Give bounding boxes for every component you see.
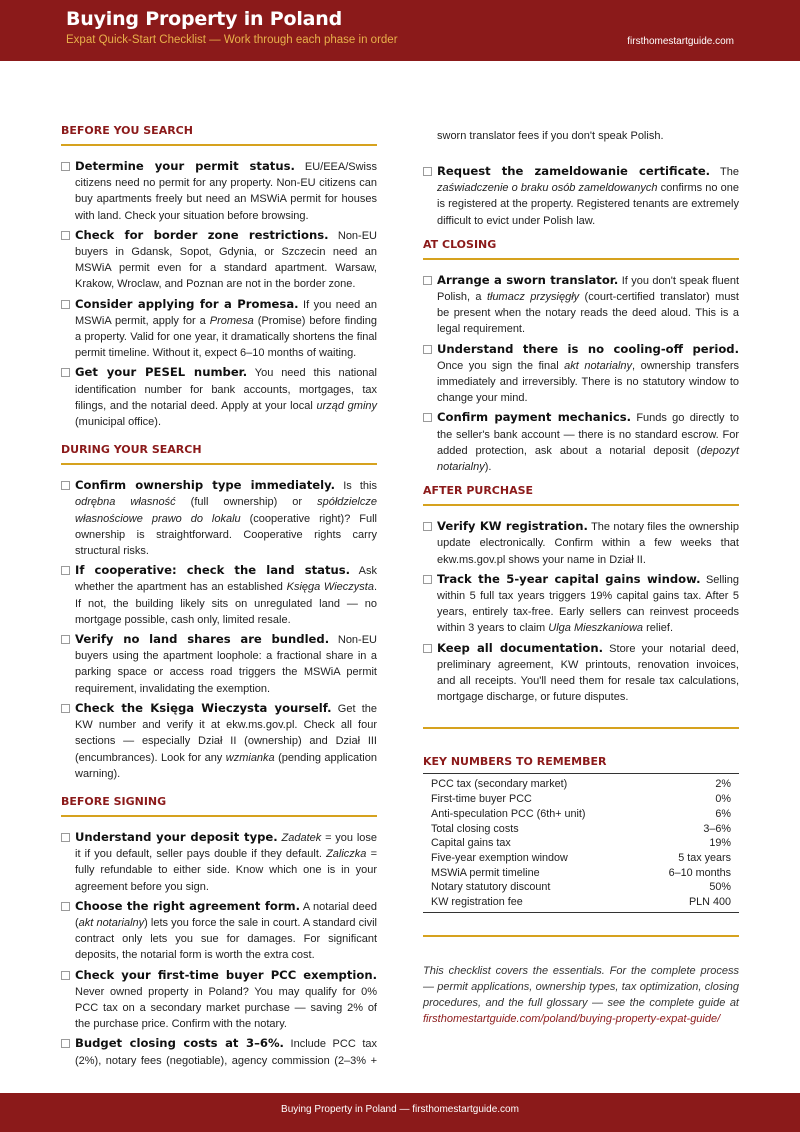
checklist-item: Determine your permit status. EU/EEA/Swiss citizens need no permit for any property. Non-EU citizens can buy apartments freely but need an MSWiA permit for houses with land. Check your situation before browsing. [61, 158, 377, 224]
left-column [61, 124, 377, 1070]
checkbox[interactable] [61, 635, 70, 644]
item-lead: Understand your deposit type. [75, 829, 278, 844]
checkbox[interactable] [423, 167, 432, 176]
page-title: Buying Property in Poland [66, 8, 343, 30]
checklist-item: Check the Księga Wieczysta yourself. Get the KW number and verify it at ekw.ms.gov.pl. Check all four sections — especially Dział II (ownership) and Dział III (encumbrances). Look for any wzmianka (pending application warning). [61, 700, 377, 782]
key-numbers-value: 6–10 months [668, 866, 731, 879]
item-lead: Get your PESEL number. [75, 365, 248, 380]
checkbox[interactable] [61, 1039, 70, 1048]
key-numbers-row [423, 895, 739, 912]
checkbox[interactable] [423, 276, 432, 285]
key-numbers-label: KW registration fee [431, 896, 523, 909]
checklist-item: Verify KW registration. The notary files the ownership update electronically. Confirm within a few weeks that ekw.ms.gov.pl shows your name in Dział II. [423, 518, 739, 568]
key-numbers-value: PLN 400 [688, 896, 731, 909]
section-heading-before-signing: BEFORE SIGNING [61, 795, 377, 817]
key-numbers-value: 50% [709, 881, 731, 894]
checklist-item: Get your PESEL number. You need this national identification number for bank accounts, mortgages, tax filings, and the notarial deed. Apply at your local urząd gminy (municipal office). [61, 364, 377, 430]
key-numbers-value: 3–6% [703, 822, 731, 835]
checkbox[interactable] [61, 902, 70, 911]
checklist-item: Understand there is no cooling-off period. Once you sign the final akt notarialny, ownership transfers immediately and irreversibly. There is no statutory window to change your mind. [423, 341, 739, 407]
item-lead: Arrange a sworn translator. [437, 272, 619, 287]
key-numbers-row [423, 807, 739, 822]
divider [423, 935, 739, 937]
checkbox[interactable] [423, 522, 432, 531]
checklist-item: Choose the right agreement form. A notarial deed (akt notarialny) lets you force the sale in court. A standard civil contract only lets you sue for damages. For significant deposits, the notarial form is worth the extra cost. [61, 898, 377, 964]
checklist-item: Request the zameldowanie certificate. The zaświadczenie o braku osób zameldowanych confirms no one is registered at the property. Registered tenants are extremely difficult to evict under Polish law. [423, 163, 739, 229]
item-lead: Check for border zone restrictions. [75, 227, 329, 242]
key-numbers-label: Notary statutory discount [431, 881, 551, 894]
item-lead: Verify KW registration. [437, 519, 588, 534]
key-numbers-label: Capital gains tax [431, 837, 511, 850]
page-header [0, 0, 800, 61]
item-lead: Understand there is no cooling-off period. [437, 341, 739, 356]
section-heading-at-closing: AT CLOSING [423, 238, 739, 260]
checklist-item: Understand your deposit type. Zadatek = you lose it if you default, seller pays double if they default. Zaliczka = fully refundable to either side. Know which one is in your agreement before you sign. [61, 829, 377, 895]
checklist-item: Track the 5-year capital gains window. Selling within 5 full tax years triggers 19% capital gains tax. After 5 years, entirely tax-free. Early sellers can reinvest proceeds within 3 years to claim Ulga Mieszkaniowa relief. [423, 571, 739, 637]
page-subtitle: Expat Quick-Start Checklist — Work through each phase in order [66, 34, 398, 46]
checkbox[interactable] [423, 345, 432, 354]
checkbox[interactable] [61, 368, 70, 377]
checklist-item-continued: sworn translator fees if you don't speak Polish. [437, 130, 664, 143]
checklist-item: Budget closing costs at 3–6%. Include PCC tax (2%), notary fees (negotiable), agency commission (2–3% + [61, 1035, 377, 1067]
checkbox[interactable] [423, 575, 432, 584]
checkbox[interactable] [61, 231, 70, 240]
checklist-item: Confirm payment mechanics. Funds go directly to the seller's bank account — there is no standard escrow. For added protection, ask about a notarial deposit (depozyt notarialny). [423, 409, 739, 475]
item-lead: Verify no land shares are bundled. [75, 632, 330, 647]
checkbox[interactable] [423, 413, 432, 422]
section-heading-before-search: BEFORE YOU SEARCH [61, 124, 377, 146]
checklist-item: If cooperative: check the land status. Ask whether the apartment has an established Księga Wieczysta. If not, the building likely sits on unregulated land — no mortgage possible, cash only, limited resale. [61, 562, 377, 628]
section-heading-during-search: DURING YOUR SEARCH [61, 443, 377, 465]
item-lead: Consider applying for a Promesa. [75, 296, 299, 311]
checkbox[interactable] [423, 644, 432, 653]
item-lead: Budget closing costs at 3–6%. [75, 1036, 284, 1051]
item-lead: Determine your permit status. [75, 159, 295, 173]
checkbox[interactable] [61, 481, 70, 490]
checkbox[interactable] [61, 162, 70, 171]
item-lead: Choose the right agreement form. [75, 898, 301, 913]
guide-link[interactable]: firsthomestartguide.com/poland/buying-property-expat-guide/ [423, 1013, 721, 1026]
key-numbers-row [423, 880, 739, 895]
key-numbers-value: 19% [709, 837, 731, 850]
key-numbers-value: 6% [715, 807, 731, 820]
closing-note: This checklist covers the essentials. For the complete process — permit applications, ownership types, tax optimization, closing procedures, and the full glossary — see the complete guide at firsthomestartguide.com/poland/buying-property-expat-guide/ [423, 964, 739, 1026]
section-heading-after-purchase: AFTER PURCHASE [423, 484, 739, 506]
checklist-item: Verify no land shares are bundled. Non-EU buyers using the apartment loophole: a fractional share in a parking space or access road triggers the MSWiA permit requirement, invalidating the exemption. [61, 631, 377, 697]
key-numbers-row [423, 866, 739, 881]
key-numbers-row [423, 822, 739, 837]
key-numbers-label: Anti-speculation PCC (6th+ unit) [431, 807, 586, 820]
checklist-item: Confirm ownership type immediately. Is this odrębna własność (full ownership) or spółdzielcze własnościowe prawo do lokalu (cooperative right)? Full ownership is straightforward. Cooperative rights carry structural risks. [61, 477, 377, 559]
item-lead: Check your first-time buyer PCC exemption. [75, 967, 377, 982]
checklist-item: Check your first-time buyer PCC exemption. Never owned property in Poland? You may qualify for 0% PCC tax on a secondary market purchase — saving 2% of the purchase price. Confirm with the notary. [61, 967, 377, 1033]
item-lead: Keep all documentation. [437, 640, 603, 655]
key-numbers-label: First-time buyer PCC [431, 793, 532, 806]
key-numbers-row [423, 774, 739, 792]
item-lead: Request the zameldowanie certificate. [437, 164, 711, 178]
key-numbers-label: Five-year exemption window [431, 852, 568, 864]
checklist-item: Arrange a sworn translator. If you don't speak fluent Polish, a tłumacz przysięgły (court-certified translator) must be present when the notary reads the deed aloud. This is a legal requirement. [423, 272, 739, 338]
item-lead: Confirm payment mechanics. [437, 410, 632, 425]
key-numbers-label: MSWiA permit timeline [431, 866, 540, 879]
page-footer [0, 1093, 800, 1132]
checklist-item: Consider applying for a Promesa. If you need an MSWiA permit, apply for a Promesa (Promise) before finding a property. Valid for one year, it dramatically shortens the final permit timeline. Without it, expect 6–10 months of waiting. [61, 296, 377, 362]
key-numbers-label: PCC tax (secondary market) [431, 778, 568, 791]
checkbox[interactable] [61, 971, 70, 980]
divider [423, 727, 739, 729]
checkbox[interactable] [61, 704, 70, 713]
item-lead: If cooperative: check the land status. [75, 563, 351, 578]
key-numbers-value: 2% [715, 778, 731, 791]
key-numbers-value: 0% [715, 793, 731, 806]
key-numbers-row [423, 792, 739, 807]
right-column [423, 128, 739, 1028]
checkbox[interactable] [61, 566, 70, 575]
key-numbers-label: Total closing costs [431, 822, 519, 835]
checklist-item: Check for border zone restrictions. Non-EU buyers in Gdansk, Sopot, Gdynia, or Szczecin need an MSWiA permit even for a standard apartment. Warsaw, Krakow, Wroclaw, and Poznan are not in the border zone. [61, 227, 377, 293]
item-lead: Confirm ownership type immediately. [75, 478, 336, 493]
item-lead: Track the 5-year capital gains window. [437, 571, 701, 586]
item-lead: Check the Księga Wieczysta yourself. [75, 700, 332, 715]
key-numbers-table [423, 774, 739, 912]
checklist-item: Keep all documentation. Store your notarial deed, preliminary agreement, KW printouts, renovation invoices, and all receipts. You'll need them for resale tax calculations, mortgage discharge, or future disputes. [423, 640, 739, 706]
key-numbers-value: 5 tax years [678, 852, 731, 864]
header-site-link[interactable]: firsthomestartguide.com [627, 36, 734, 47]
key-numbers-row [423, 851, 739, 866]
key-numbers-heading: KEY NUMBERS TO REMEMBER [423, 755, 739, 774]
key-numbers-row [423, 836, 739, 851]
checkbox[interactable] [61, 300, 70, 309]
footer-text: Buying Property in Poland — firsthomestartguide.com [281, 1104, 519, 1115]
checkbox[interactable] [61, 833, 70, 842]
